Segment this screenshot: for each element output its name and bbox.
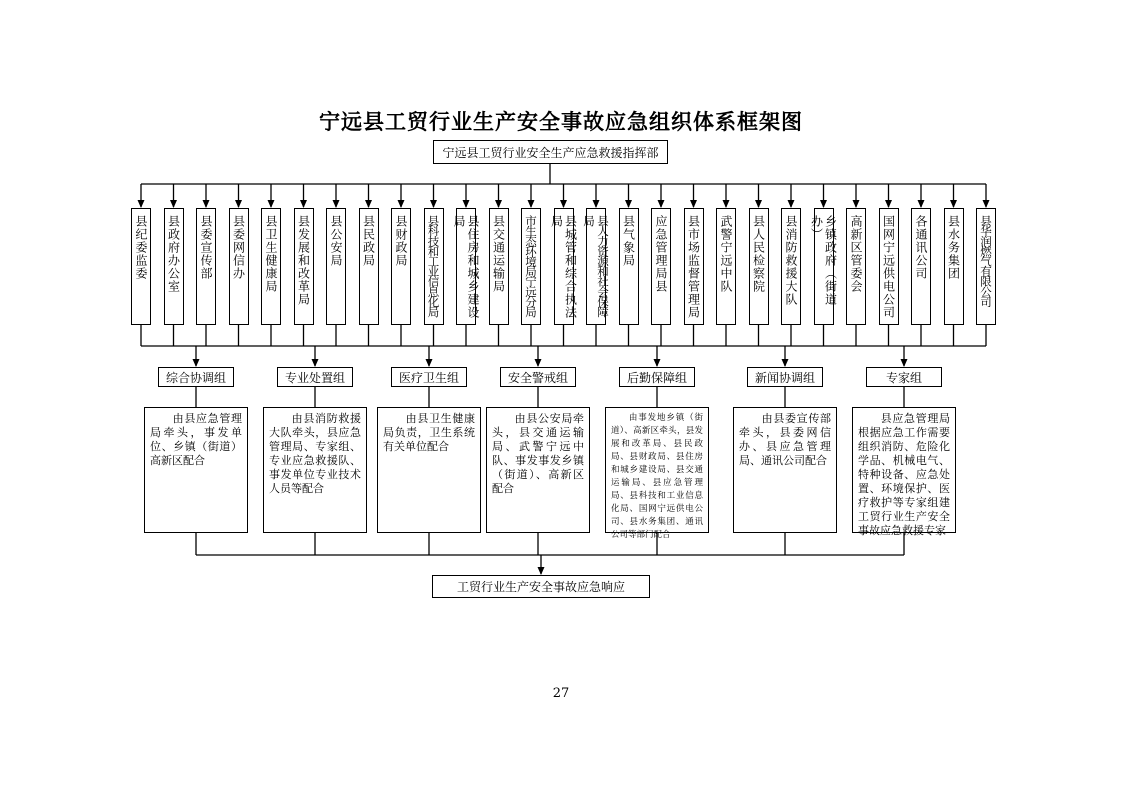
group-box (158, 367, 234, 387)
department-box (424, 208, 444, 325)
department-box (131, 208, 151, 325)
department-label: 县水务集团 (946, 215, 961, 280)
group-description-box (733, 407, 837, 533)
group-name: 专家组 (885, 370, 922, 385)
department-box (619, 208, 639, 325)
department-label: 县住房和城乡建设局 (452, 215, 480, 319)
arrow-head (654, 359, 661, 367)
arrow-head (300, 200, 307, 208)
arrow-head (538, 567, 545, 575)
group-box (619, 367, 695, 387)
department-box (684, 208, 704, 325)
arrow-head (788, 200, 795, 208)
arrow-head (853, 200, 860, 208)
arrow-head (690, 200, 697, 208)
department-box (489, 208, 509, 325)
department-box (261, 208, 281, 325)
department-box (452, 208, 480, 325)
department-label: 各通讯公司 (914, 215, 928, 280)
department-label: 县发展和改革局 (296, 215, 311, 306)
arrow-head (983, 200, 990, 208)
group-description: 由县委宣传部牵头，县委网信办、县应急管理局、通讯公司配合 (739, 412, 831, 467)
department-box (651, 208, 671, 325)
department-box (911, 208, 931, 325)
department-label: 县华润燃气有限公司 (979, 215, 993, 306)
headquarters-label: 宁远县工贸行业安全生产应急救援指挥部 (442, 145, 659, 160)
response-label: 工贸行业生产安全事故应急响应 (456, 580, 625, 594)
arrow-head (398, 200, 405, 208)
group-box (277, 367, 353, 387)
arrow-head (535, 359, 542, 367)
department-box (164, 208, 184, 325)
arrow-head (593, 200, 600, 208)
arrow-head (528, 200, 535, 208)
arrow-head (333, 200, 340, 208)
arrow-head (426, 359, 433, 367)
page-title: 宁远县工贸行业生产安全事故应急组织体系框架图 (319, 110, 803, 134)
group-description: 由事发地乡镇（街道）、高新区牵头，县发展和改革局、县民政局、县财政局、县住房和城乡建设局、县交通运输局、县应急管理局、县科技和工业信息化局、国网宁远供电公司、县水务集团、通讯公司等部门配合 (611, 413, 703, 540)
department-box (196, 208, 216, 325)
arrow-head (235, 200, 242, 208)
department-label: 县卫生健康局 (264, 215, 278, 293)
department-label: 县公安局 (329, 215, 343, 267)
group-description: 由县公安局牵头，县交通运输局、武警宁远中队、事发事发乡镇（街道）、高新区配合 (492, 412, 584, 495)
arrow-head (365, 200, 372, 208)
department-box (809, 208, 838, 325)
department-label: 县市场监督管理局 (686, 215, 701, 319)
group-description: 由县卫生健康局负责，卫生系统有关单位配合 (383, 412, 475, 453)
department-box (879, 208, 899, 325)
response-box (432, 575, 650, 598)
department-label: 县交通运输局 (491, 215, 506, 293)
department-box (582, 208, 610, 325)
group-name: 综合协调组 (165, 370, 226, 385)
arrow-head (138, 200, 145, 208)
group-name: 专业处置组 (284, 370, 345, 385)
arrow-head (755, 200, 762, 208)
group-box (391, 367, 467, 387)
department-label: 县科技和工业信息化局 (426, 215, 441, 317)
department-box (391, 208, 411, 325)
group-description: 由县应急管理局牵头，事发单位、乡镇（街道）高新区配合 (150, 412, 242, 467)
department-label: 县民政局 (361, 215, 376, 267)
arrow-head (560, 200, 567, 208)
arrow-head (170, 200, 177, 208)
department-box (549, 208, 578, 325)
department-label: 高新区管委会 (849, 215, 863, 293)
arrow-head (885, 200, 892, 208)
department-label: 市生态环境局宁远分局 (524, 215, 538, 317)
arrow-head (625, 200, 632, 208)
arrow-head (820, 200, 827, 208)
arrow-head (901, 359, 908, 367)
group-box (866, 367, 942, 387)
arrow-head (950, 200, 957, 208)
group-description-box (852, 407, 956, 537)
group-description: 县应急管理局根据应急工作需要组织消防、危险化学品、机械电气、特种设备、应急处置、环境保护、医疗救护等专家组建工贸行业生产安全事故应急救援专家 (858, 412, 950, 537)
department-label: 县委网信办 (231, 215, 246, 280)
department-label: 县政府办公室 (166, 215, 181, 293)
department-box (229, 208, 249, 325)
department-label: 县人民检察院 (751, 215, 766, 293)
department-box (944, 208, 964, 325)
department-box (521, 208, 541, 325)
department-label: 应急管理局县 (654, 215, 668, 293)
department-label: 县城管和综合执法局 (549, 215, 578, 319)
group-description-box (486, 407, 590, 533)
group-name: 新闻协调组 (754, 370, 815, 385)
group-description-box (605, 407, 709, 540)
department-label: 县财政局 (394, 215, 408, 267)
arrow-head (268, 200, 275, 208)
department-label: 县人力资源和社会保障局 (582, 215, 610, 317)
group-description-box (377, 407, 481, 533)
department-label: 县委宣传部 (199, 215, 213, 280)
arrow-head (203, 200, 210, 208)
group-description: 由县消防救援大队牵头，县应急管理局、专家组、专业应急救援队、事发单位专业技术人员等配合 (269, 412, 361, 495)
group-name: 医疗卫生组 (398, 370, 459, 385)
arrow-head (723, 200, 730, 208)
arrow-head (658, 200, 665, 208)
department-box (749, 208, 769, 325)
arrow-head (918, 200, 925, 208)
group-box (747, 367, 823, 387)
department-label: 县纪委监委 (134, 215, 148, 280)
arrow-head (193, 359, 200, 367)
group-name: 安全警戒组 (507, 370, 568, 385)
department-label: 国网宁远供电公司 (881, 215, 896, 319)
department-label: 县气象局 (621, 215, 636, 267)
department-label: 武警宁远中队 (719, 215, 733, 293)
department-box (976, 208, 996, 325)
group-name: 后勤保障组 (626, 370, 687, 385)
department-box (326, 208, 346, 325)
arrow-head (312, 359, 319, 367)
group-description-box (144, 407, 248, 533)
arrow-head (782, 359, 789, 367)
department-label: 乡镇政府（街道办） (809, 215, 838, 306)
headquarters-box (433, 140, 668, 164)
department-box (716, 208, 736, 325)
arrow-head (463, 200, 470, 208)
group-box (500, 367, 576, 387)
group-description-box (263, 407, 367, 533)
department-box (359, 208, 379, 325)
department-box (846, 208, 866, 325)
department-box (294, 208, 314, 325)
arrow-head (430, 200, 437, 208)
department-label: 县消防救援大队 (784, 215, 798, 306)
arrow-head (495, 200, 502, 208)
page-number: 27 (552, 686, 570, 701)
department-box (781, 208, 801, 325)
